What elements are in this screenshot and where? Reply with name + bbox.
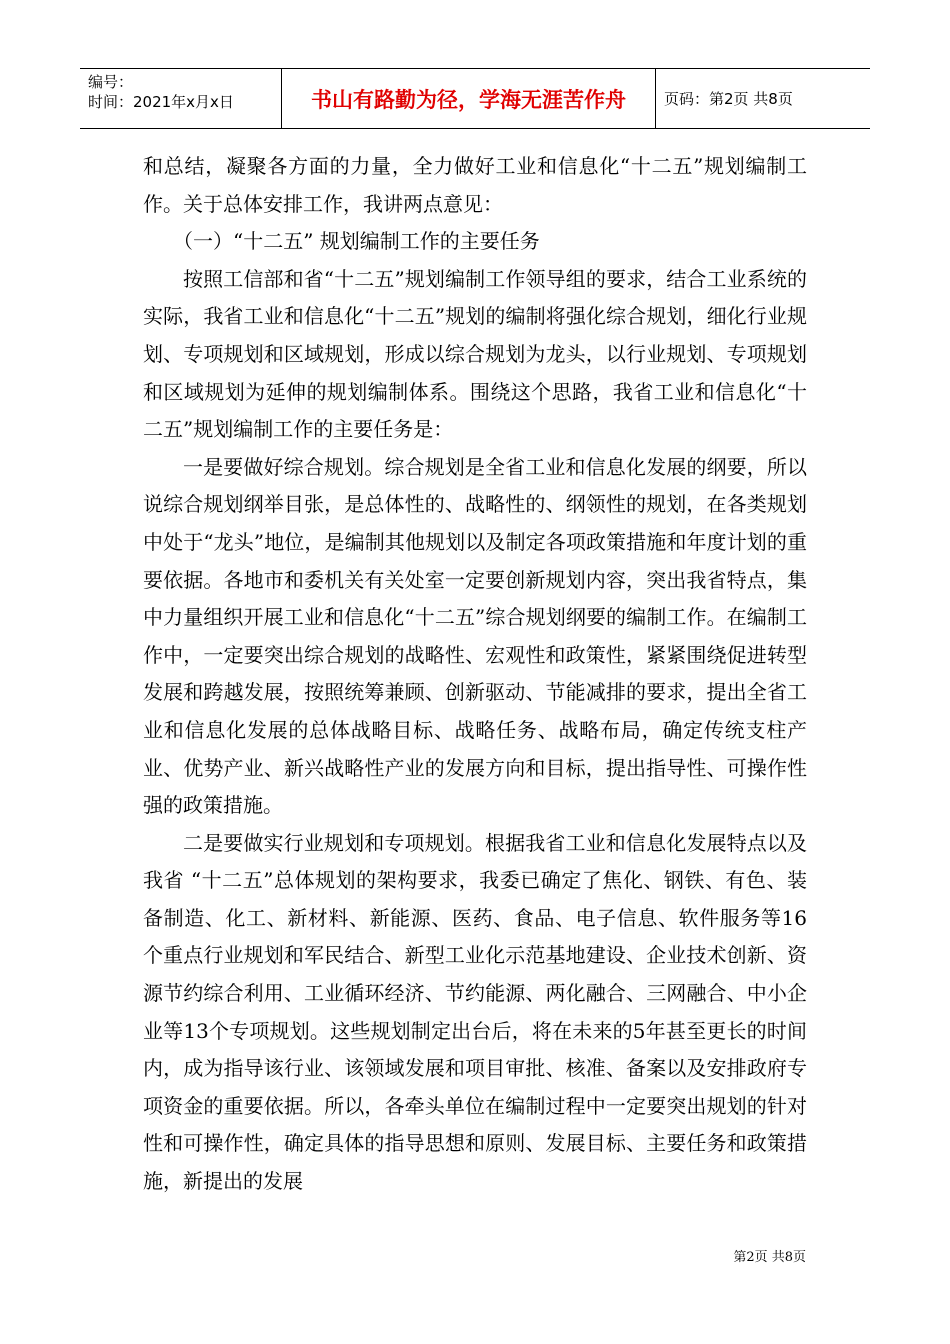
header-meta — [80, 69, 282, 128]
body-paragraph: 一是要做好综合规划。综合规划是全省工业和信息化发展的纲要，所以说综合规划纲举目张，是总体性的、战略性的、纲领性的规划，在各类规划中处于“龙头”地位，是编制其他规划以及制定各项政策措施和年度计划的重要依据。各地市和委机关有关处室一定要创新规划内容，突出我省特点，集中力量组织开展工业和信息化“十二五”综合规划纲要的编制工作。在编制工作中，一定要突出综合规划的战略性、宏观性和政策性，紧紧围绕促进转型发展和跨越发展，按照统筹兼顾、创新驱动、节能减排的要求，提出全省工业和信息化发展的总体战略目标、战略任务、战略布局，确定传统支柱产业、优势产业、新兴战略性产业的发展方向和目标，提出指导性、可操作性强的政策措施。 — [143, 454, 807, 818]
page-header — [80, 68, 870, 129]
document-date-label: 时间：2021年x月x日 — [88, 93, 234, 111]
document-number-label: 编号： — [88, 73, 134, 91]
section-heading: （一）“十二五” 规划编制工作的主要任务 — [173, 229, 540, 254]
header-motto: 书山有路勤为径，学海无涯苦作舟 — [282, 69, 656, 128]
header-page-number: 页码：第2页 共8页 — [664, 90, 793, 108]
document-body — [143, 148, 807, 1201]
page-footer-number: 第2页 共8页 — [733, 1250, 806, 1265]
body-paragraph: 二是要做实行业规划和专项规划。根据我省工业和信息化发展特点以及我省 “十二五”总体规划的架构要求，我委已确定了焦化、钢铁、有色、装备制造、化工、新材料、新能源、医药、食品、电子信息、软件服务等16个重点行业规划和军民结合、新型工业化示范基地建设、企业技术创新、资源节约综合利用、工业循环经济、节约能源、两化融合、三网融合、中小企业等13个专项规划。这些规划制定出台后，将在未来的5年甚至更长的时间内，成为指导该行业、该领域发展和项目审批、核准、备案以及安排政府专项资金的重要依据。所以，各牵头单位在编制过程中一定要突出规划的针对性和可操作性，确定具体的指导思想和原则、发展目标、主要任务和政策措施，新提出的发展 — [143, 830, 807, 1194]
body-paragraph: 按照工信部和省“十二五”规划编制工作领导组的要求，结合工业系统的实际，我省工业和信息化“十二五”规划的编制将强化综合规划，细化行业规划、专项规划和区域规划，形成以综合规划为龙头，以行业规划、专项规划和区域规划为延伸的规划编制体系。围绕这个思路，我省工业和信息化“十二五”规划编制工作的主要任务是： — [143, 266, 807, 442]
body-paragraph: 和总结，凝聚各方面的力量，全力做好工业和信息化“十二五”规划编制工作。关于总体安排工作，我讲两点意见： — [143, 154, 807, 216]
